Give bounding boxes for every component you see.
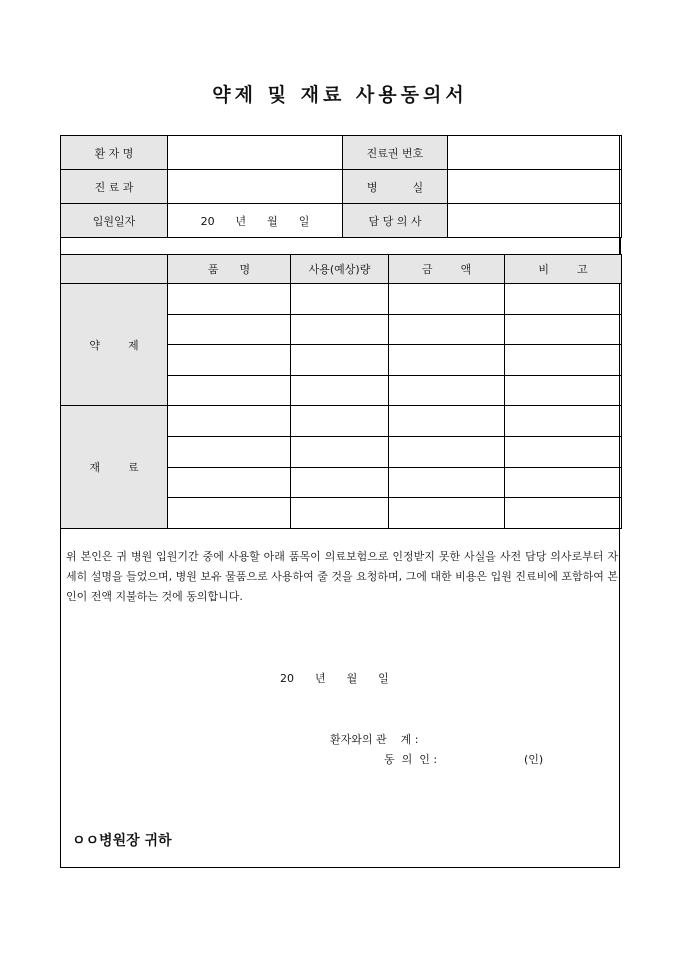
- table-cell[interactable]: [389, 314, 505, 345]
- department-field[interactable]: [168, 170, 343, 204]
- table-cell[interactable]: [168, 375, 291, 406]
- department-label: 진 료 과: [61, 170, 168, 204]
- consent-text: 위 본인은 귀 병원 입원기간 중에 사용할 아래 품목이 의료보험으로 인정받지 못한 사실을 사전 담당 의사로부터 자세히 설명을 들었으며, 병원 보유 물품으로 사용하여 줄 것을 요청하며, 그에 대한 비용은 입원 진료비에 포함하여 본인이 전액 지불하는 것에 동의합니다.: [66, 550, 618, 603]
- table-cell[interactable]: [389, 284, 505, 315]
- table-row: [61, 170, 622, 204]
- table-cell[interactable]: [168, 345, 291, 376]
- items-table: [60, 254, 622, 529]
- table-cell[interactable]: [389, 406, 505, 437]
- table-cell[interactable]: [291, 406, 389, 437]
- doctor-label: 담 당 의 사: [343, 204, 448, 238]
- table-cell[interactable]: [505, 436, 622, 467]
- card-number-field[interactable]: [448, 136, 622, 170]
- patient-name-label: 환 자 명: [61, 136, 168, 170]
- seal-label: (인): [524, 753, 544, 766]
- table-cell[interactable]: [291, 345, 389, 376]
- footer-addressee: ㅇㅇ병원장 귀하: [72, 833, 172, 849]
- table-row: [61, 204, 622, 238]
- table-cell[interactable]: [505, 375, 622, 406]
- table-cell[interactable]: [389, 498, 505, 529]
- table-cell[interactable]: [389, 345, 505, 376]
- consenter-label: 동 의 인 :: [384, 753, 438, 766]
- table-cell[interactable]: [291, 498, 389, 529]
- group-materials-label: 재 료: [61, 406, 168, 528]
- header-amount: 금 액: [389, 255, 505, 284]
- table-row: [61, 284, 622, 315]
- patient-name-field[interactable]: [168, 136, 343, 170]
- ward-label: 병 실: [343, 170, 448, 204]
- header-quantity: 사용(예상)량: [291, 255, 389, 284]
- table-row: [61, 406, 622, 437]
- date-line: 20 년 월 일: [280, 672, 389, 685]
- table-cell[interactable]: [168, 284, 291, 315]
- table-cell[interactable]: [505, 284, 622, 315]
- ward-field[interactable]: [448, 170, 622, 204]
- table-cell[interactable]: [389, 375, 505, 406]
- table-row: [61, 136, 622, 170]
- table-cell[interactable]: [168, 436, 291, 467]
- table-cell[interactable]: [168, 406, 291, 437]
- table-cell[interactable]: [291, 467, 389, 498]
- table-header-row: [61, 255, 622, 284]
- table-cell[interactable]: [505, 314, 622, 345]
- header-corner: [61, 255, 168, 284]
- table-cell[interactable]: [291, 436, 389, 467]
- table-cell[interactable]: [505, 467, 622, 498]
- header-remarks: 비 고: [505, 255, 622, 284]
- relation-label: 환자와의 관 계 :: [330, 733, 419, 746]
- document-title: 약제 및 재료 사용동의서: [212, 84, 468, 106]
- table-cell[interactable]: [291, 314, 389, 345]
- table-cell[interactable]: [168, 314, 291, 345]
- admission-date-label: 입원일자: [61, 204, 168, 238]
- table-cell[interactable]: [389, 467, 505, 498]
- card-number-label: 진료권 번호: [343, 136, 448, 170]
- spacer-row: [60, 237, 621, 254]
- table-cell[interactable]: [291, 284, 389, 315]
- table-cell[interactable]: [168, 467, 291, 498]
- header-item-name: 품 명: [168, 255, 291, 284]
- admission-date-field[interactable]: 20 년 월 일: [168, 204, 343, 238]
- table-cell[interactable]: [389, 436, 505, 467]
- table-cell[interactable]: [505, 345, 622, 376]
- group-drugs-label: 약 제: [61, 284, 168, 406]
- patient-info-table: [60, 135, 622, 238]
- table-cell[interactable]: [291, 375, 389, 406]
- table-cell[interactable]: [168, 498, 291, 529]
- doctor-field[interactable]: [448, 204, 622, 238]
- table-cell[interactable]: [505, 406, 622, 437]
- table-cell[interactable]: [505, 498, 622, 529]
